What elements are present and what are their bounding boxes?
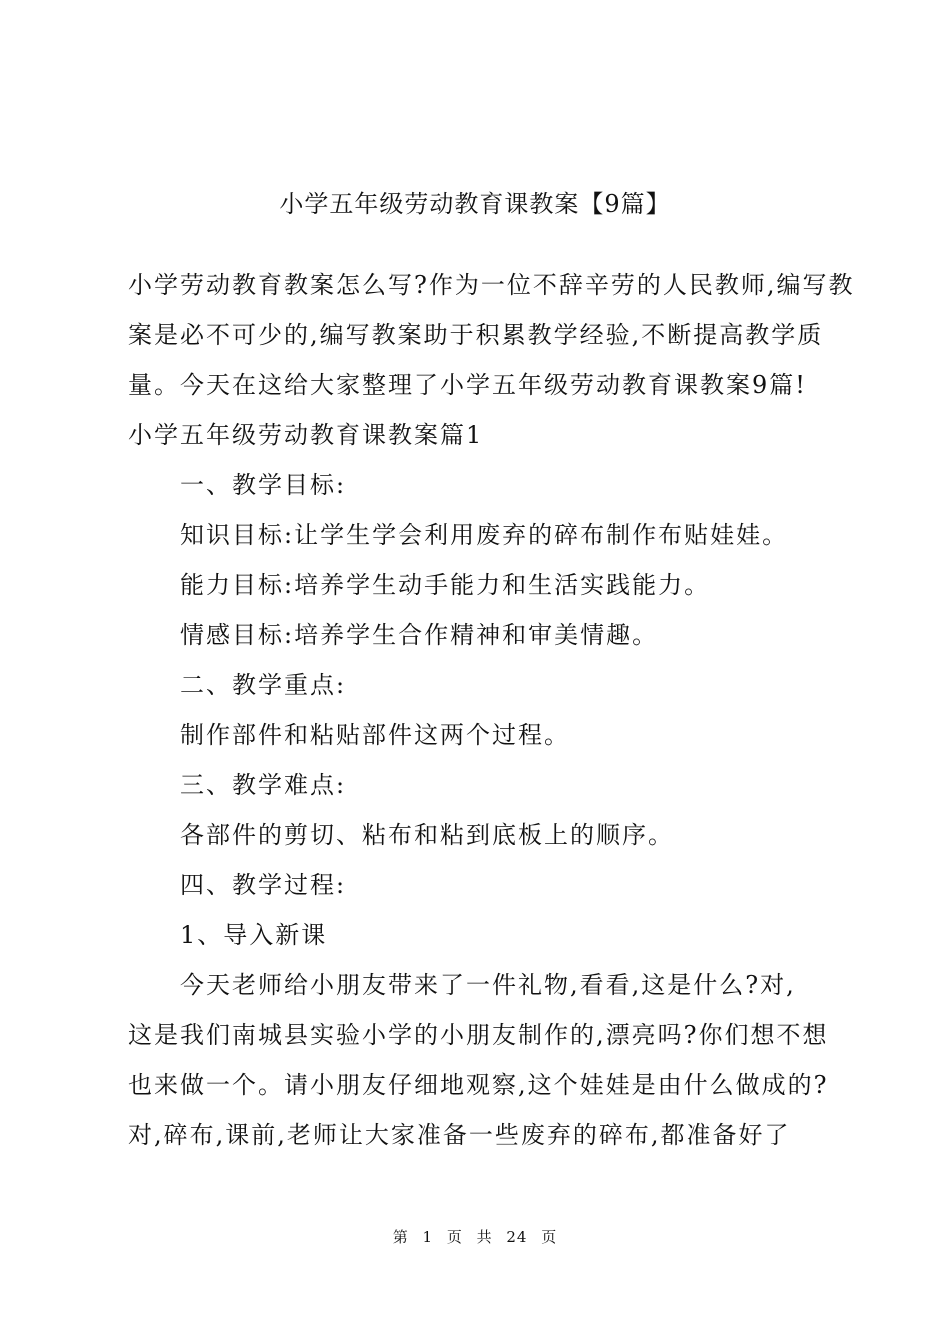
key-points-text: 制作部件和粘贴部件这两个过程。 [180,721,570,749]
objective-knowledge: 知识目标:让学生学会利用废弃的碎布制作布贴娃娃。 [180,521,789,549]
heading-process: 四、教学过程: [180,871,347,899]
objective-ability: 能力目标:培养学生动手能力和生活实践能力。 [180,571,711,599]
heading-objectives: 一、教学目标: [180,471,347,499]
body-line-2: 这是我们南城县实验小学的小朋友制作的,漂亮吗?你们想不想 [128,1021,829,1049]
body-line-1: 今天老师给小朋友带来了一件礼物,看看,这是什么?对, [180,971,796,999]
intro-line-1: 小学劳动教育教案怎么写?作为一位不辞辛劳的人民教师,编写教 [128,271,855,299]
page-number-footer: 第 1 页 共 24 页 [392,1228,558,1246]
difficulties-text: 各部件的剪切、粘布和粘到底板上的顺序。 [180,821,674,849]
section-heading: 小学五年级劳动教育课教案篇1 [128,421,484,449]
objective-emotion: 情感目标:培养学生合作精神和审美情趣。 [180,621,659,649]
heading-difficulties: 三、教学难点: [180,771,347,799]
body-line-3: 也来做一个。请小朋友仔细地观察,这个娃娃是由什么做成的? [128,1071,829,1099]
body-line-4: 对,碎布,课前,老师让大家准备一些废弃的碎布,都准备好了 [128,1121,791,1149]
intro-line-2: 案是必不可少的,编写教案助于积累教学经验,不断提高教学质 [128,321,824,349]
intro-line-3: 量。今天在这给大家整理了小学五年级劳动教育课教案9篇! [128,371,807,399]
document-title: 小学五年级劳动教育课教案【9篇】 [279,190,671,218]
step-intro: 1、导入新课 [180,921,328,949]
heading-key-points: 二、教学重点: [180,671,347,699]
